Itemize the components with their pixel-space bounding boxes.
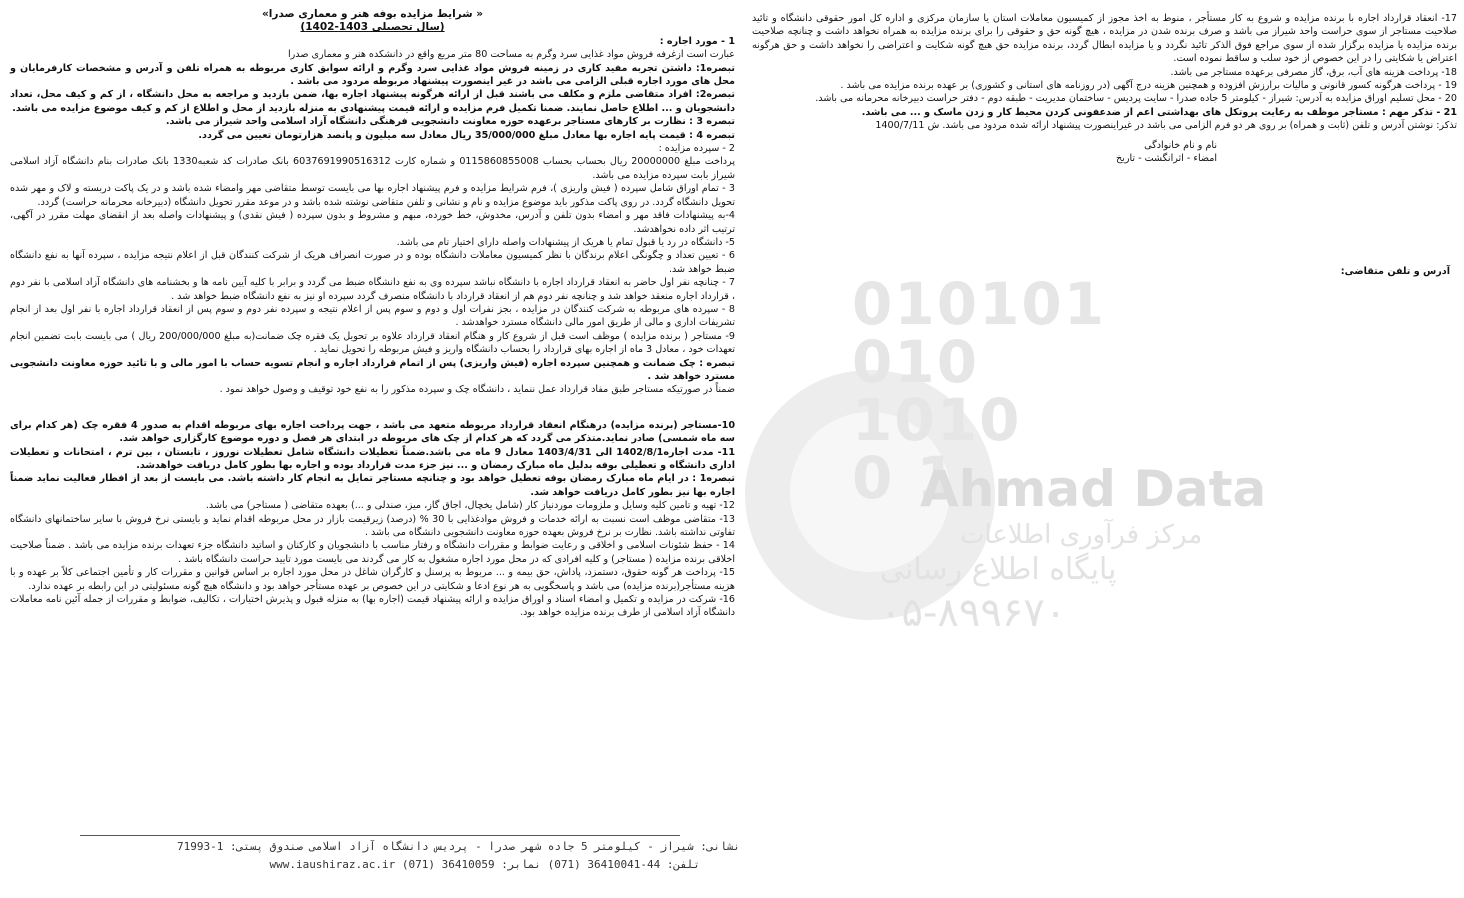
signature-label: امضاء - اثرانگشت - تاریخ: [1115, 153, 1217, 165]
document-title: « شرایط مزایده بوفه هنر و معماری صدرا»: [262, 8, 483, 20]
watermark-fa-line1: مرکز فرآوری اطلاعات: [960, 520, 1203, 550]
condition-item: 2 - سپرده مزایده :: [658, 143, 735, 155]
conditions-list-3: [752, 12, 1457, 133]
watermark-digits-line: 010101: [852, 270, 1107, 338]
condition-item: 4-به پیشنهادات فاقد مهر و امضاء بدون تلفن و آدرس، مخدوش، خط خورده، مبهم و مشروط و بدون سپرده ( فیش نقدی) و پیشنهادات واصله بعد از انقضای مهلت مقرر در آگهی، ترتیب اثر داده نخواهدشد.: [10, 210, 735, 235]
name-label: نام و نام خانوادگی: [1144, 139, 1217, 151]
condition-item: 20 - محل تسلیم اوراق مزایده به آدرس: شیراز - کیلومتر 5 جاده صدرا - سایت پردیس - ساختمان مدیریت - طبقه دوم - دفتر حراست دبیرخانه محرمانه می باشد.: [815, 93, 1457, 105]
condition-item: 6 - تعیین تعداد و چگونگی اعلام برندگان با نظر کمیسیون معاملات دانشگاه بوده و در صورت انصراف هریک از شرکت کنندگان قبل از اعلام نتیجه مزایده ، سپرده آنها به نفع دانشگاه ضبط خواهد شد.: [10, 250, 735, 275]
condition-item: پرداخت مبلغ 20000000 ریال بحساب بحساب 0115860855008 و شماره کارت 6037691990516312 بانک صادرات کد شعبه1330 بانک صادرات بنام دانشگاه آزاد اسلامی شیراز بابت سپرده مزایده می باشد.: [10, 156, 736, 181]
watermark-phone: ۰۵-۸۹۹۶۷۰: [880, 590, 1067, 636]
conditions-list-2: [10, 419, 735, 620]
condition-item: 5- دانشگاه در رد یا قبول تمام یا هریک از پیشنهادات واصله دارای اختیار تام می باشد.: [396, 236, 735, 248]
watermark-digits-line: 0 1: [852, 444, 959, 512]
condition-item: 11- مدت اجاره1402/8/1 الی 1403/4/31 معادل 9 ماه می باشد.ضمناً تعطیلات دانشگاه شامل تعطیلات نوروز ، تابستان ، بین ترم ، امتحانات و تعطیلات اداری دانشگاه و تعطیلی بوفه بدلیل ماه مبارک رمضان و ... نیز جزء مدت قرارداد بوده و اجاره بها بطور کامل دریافت خواهدشد.: [10, 446, 736, 471]
condition-item: 19 - پرداخت هرگونه کسور قانونی و مالیات برارزش افزوده و همچنین هزینه درج آگهی (در روزنامه های استانی و کشوری) بر عهده برنده مزایده می باشد .: [840, 80, 1457, 92]
condition-item: 21 - تذکر مهم : مستاجر موظف به رعایت پروتکل های بهداشتی اعم از ضدعفونی کردن محیط کار و زدن ماسک و ... می باشد.: [861, 106, 1457, 118]
condition-item: تبصره : چک ضمانت و همچنین سپرده اجاره (فیش واریزی) پس از اتمام قرارداد اجاره و انجام تسویه حساب با امور مالی و با تائید حوزه معاونت دانشجویی مسترد خواهد شد .: [10, 357, 735, 382]
condition-item: 16- شرکت در مزایده و تکمیل و امضاء اسناد و اوراق مزایده و ارائه پیشنهاد قیمت (اجاره بها) به منزله قبول و پذیرش اختیارات ، تکالیف، ضوابط و مقررات از جمله آئین نامه معاملات دانشگاه آزاد اسلامی از طرف برنده مزایده خواهد بود.: [10, 594, 735, 619]
watermark-fa-line2: پایگاه اطلاع رسانی: [880, 552, 1117, 587]
footer: [40, 838, 740, 874]
academic-year: (سال تحصیلی 1403-1402): [300, 21, 445, 34]
condition-item: 17- انعقاد قرارداد اجاره با برنده مزایده و شروع به کار مستأجر ، منوط به اخذ مجوز از کمیسیون معاملات استان یا سازمان مرکزی و اداره کل امور حقوقی دانشگاه و تائید صلاحیت مستاجر از سوی حراست واحد شیراز می باشد و صرف برنده شدن در مزایده ، هیچ گونه حق و حقوقی را برای برنده مزایده به همراه نخواهد داشت و چنانچه صلاحیت برنده مزایده یا مزایده برگزار شده از سوی مراجع فوق الذکر تائید نگردد و یا مزایده ابطال گردد، برنده مزایده حق هیچ گونه شکایت و اعتراضی را نخواهد داشت و حق هرگونه اعتراض یا شکایتی را در این خصوص از خود سلب و ساقط نموده است.: [752, 13, 1457, 65]
footer-address: نشانی: شیراز - کیلومتر 5 جاده شهر صدرا - پردیس دانشگاه آزاد اسلامی صندوق پستی: 1-71993: [177, 840, 740, 853]
condition-item: 1 - مورد اجاره :: [659, 35, 735, 47]
conditions-right-column: [752, 12, 1457, 165]
condition-item: عبارت است ازغرفه فروش مواد غذایی سرد وگرم به مساحت 80 متر مربع واقع در دانشکده هنر و معماری صدرا: [287, 49, 735, 61]
condition-item: 10-مستاجر (برنده مزایده) درهنگام انعقاد قرارداد مربوطه متعهد می باشد ، جهت پرداخت اجاره بهای مربوطه اقدام به صدور 4 فقره چک (هر کدام برای سه ماه شمسی) صادر نماید.متذکر می گردد که هر کدام از چک های مربوطه در ابتدای هر فصل و دوره موضوع کارگزاری خواهد شد.: [10, 419, 735, 445]
condition-item: 18- پرداخت هزینه های آب، برق، گاز مصرفی برعهده مستاجر می باشد.: [1170, 66, 1457, 78]
condition-item: 7 - چنانچه نفر اول حاضر به انعقاد قرارداد اجاره با دانشگاه نباشد سپرده وی به نفع دانشگاه ضبط می گردد و برابر با کلیه آیین نامه ها و بخشنامه های دانشگاه آزاد اسلامی با نفر دوم ، قرارداد اجاره منعقد خواهد شد و چنانچه نفر دوم هم از انعقاد قرارداد با دانشگاه منصرف گردد سپرده او نیز به نفع دانشگاه ضبط خواهد شد .: [10, 277, 735, 302]
conditions-left-column: [10, 8, 735, 620]
condition-item: 3 - تمام اوراق شامل سپرده ( فیش واریزی )، فرم شرایط مزایده و فرم پیشنهاد اجاره بها می بایست توسط متقاضی مهر وامضاء شده باشد و در یک پاکت دربسته و لاک و مهر شده تحویل دانشگاه گردد. در روی پاکت مذکور باید موضوع مزایده و نام و نشانی و تلفن متقاضی نوشته شده باشد و در موعد مقرر تحویل دانشگاه (دبیرخانه محرمانه حراست) گردد.: [10, 183, 735, 208]
conditions-list-1: [10, 35, 735, 397]
condition-item: تبصره1 : در ایام ماه مبارک رمضان بوفه تعطیل خواهد بود و چنانچه مستاجر تمایل به انجام کار داشته باشد. می بایست از بعد از افطار فعالیت نماید ضمناً اجاره بها نیز بطور کامل دریافت خواهد شد.: [10, 473, 735, 498]
condition-item: 9- مستاجر ( برنده مزایده ) موظف است قبل از شروع کار و هنگام انعقاد قرارداد علاوه بر تحویل یک فقره چک ضمانت(به مبلغ 200/000/000 ریال ) می بایست بابت تضمین انجام تعهدات خود ، معادل 3 ماه از اجاره بهای قرارداد را بحساب دانشگاه واریز و فیش مربوطه را تحویل نماید .: [10, 330, 735, 356]
condition-item: تبصره 3 : نظارت بر کارهای مستاجر برعهده حوزه معاونت دانشجویی فرهنگی دانشگاه آزاد اسلامی واحد شیراز می باشد.: [165, 116, 735, 128]
applicant-address-label: آدرس و تلفن متقاضی:: [1340, 266, 1450, 277]
footer-divider: [80, 835, 680, 836]
signature-block: [752, 139, 1457, 166]
condition-item: 8 - سپرده های مربوطه به شرکت کنندگان در مزایده ، بجز نفرات اول و دوم و سوم پس از اعلام نتیجه و سپرده نفر دوم و سوم پس از انعقاد قرارداد اجاره با نفر اول بعد از انجام تشریفات اداری و مالی از طریق امور مالی دانشگاه مسترد خواهدشد .: [10, 303, 735, 329]
condition-item: ضمناً در صورتیکه مستاجر طبق مفاد قرارداد عمل ننماید ، دانشگاه چک و سپرده مذکور را به نفع خود توقیف و وصول خواهد نمود .: [219, 384, 735, 396]
condition-item: تبصره1: داشتن تجربه مفید کاری در زمینه فروش مواد غذایی سرد وگرم و ارائه سوابق کاری مربوطه به همراه تلفن و آدرس و مشخصات کارفرمایان و محل های مورد اجاره قبلی الزامی می باشد در غیر اینصورت پیشنهاد مربوطه مردود می باشد .: [10, 62, 735, 88]
footer-contacts: تلفن: 44-36410041 (071) نمابر: 36410059 (071) www.iaushiraz.ac.ir: [269, 858, 700, 871]
condition-item: تذکر: نوشتن آدرس و تلفن (ثابت و همراه) بر روی هر دو فرم الزامی می باشد در غیراینصورت پیشنهاد ارائه شده مردود می باشد. ش 1400/7/11: [875, 120, 1457, 132]
condition-item: 14 - حفظ شئونات اسلامی و اخلاقی و رعایت ضوابط و مقررات دانشگاه و رفتار مناسب با دانشجویان و کارکنان و اساتید دانشگاه جزء تعهدات برنده مزایده می باشد . ضمناً صلاحیت اخلاقی برنده مزایده ( مستاجر) و کلیه افرادی که در محل مورد اجاره مشغول به کار می گردند می بایست مورد تایید حراست دانشگاه باشد .: [10, 540, 735, 565]
condition-item: تبصره 4 : قیمت پایه اجاره بها معادل مبلغ 35/000/000 ریال معادل سه میلیون و پانصد هزارتومان تعیین می گردد.: [198, 129, 735, 141]
condition-item: 13- متقاضی موظف است نسبت به ارائه خدمات و فروش موادغذایی با 30 % (درصد) زیرقیمت بازار در محل مربوطه اقدام نماید و بایستی نرخ فروش با سایر ساختمانهای دانشگاه تفاوتی نداشته باشد. نظارت بر نرخ فروش بعهده حوزه معاونت دانشجویی دانشگاه می باشد .: [10, 513, 736, 539]
condition-item: 15- پرداخت هر گونه حقوق، دستمزد، پاداش، حق بیمه و ... مربوط به پرسنل و کارگران شاغل در محل مورد اجاره بر اساس قوانین و مقررات کار و تأمین اجتماعی کلاً بر عهده و با هزینه مستأجر(برنده مزایده) می باشد و پاسخگویی به هر نوع ادعا و شکایتی در این خصوص بر عهده مستأجر خواهد بود و دانشگاه هیچ گونه مسئولیتی در این رابطه بر عهده ندارد.: [10, 567, 735, 592]
watermark-brand: Ahmad Data: [920, 460, 1267, 518]
watermark-digits-line: 1010: [852, 386, 1022, 454]
watermark-digits-line: 010: [852, 328, 980, 396]
condition-item: 12- تهیه و تامین کلیه وسایل و ملزومات موردنیاز کار (شامل یخچال، اجاق گاز، میز، صندلی و ...) بعهده متقاضی ( مستاجر) می باشد.: [205, 500, 735, 512]
condition-item: تبصره2: افراد متقاضی ملزم و مکلف می باشند قبل از ارائه هرگونه پیشنهاد اجاره بها، ضمن بازدید و مراجعه به محل دانشگاه ، از کم و کیف محل، تعداد دانشجویان و ... اطلاع حاصل نمایند. ضمنا تکمیل فرم مزایده و ارائه قیمت پیشنهادی به منزله بازدید از محل و اطلاع از کم و کیف موضوع مزایده می باشد.: [10, 89, 735, 114]
